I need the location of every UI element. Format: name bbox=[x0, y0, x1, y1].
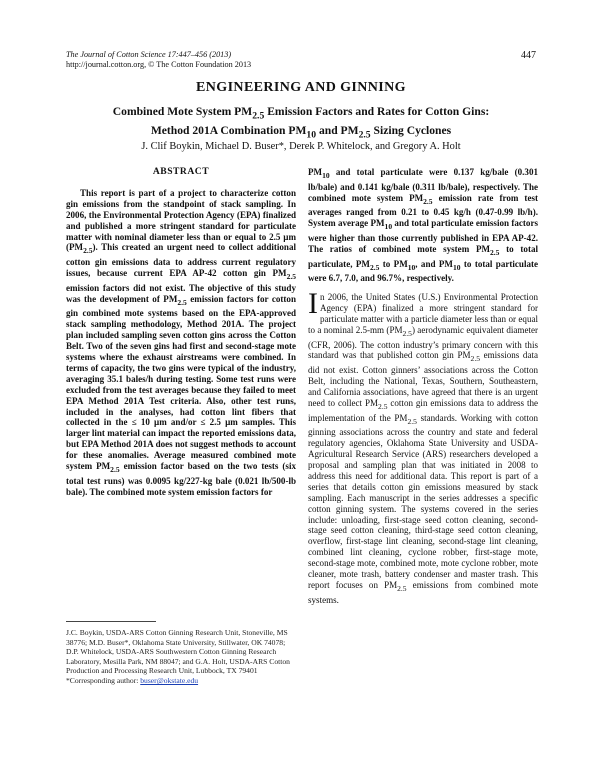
drop-cap: I bbox=[308, 287, 318, 321]
journal-url-line: http://journal.cotton.org, © The Cotton Foundation 2013 bbox=[66, 60, 252, 69]
corresponding-author: *Corresponding author: buser@okstate.edu bbox=[66, 675, 199, 685]
abstract-paragraph: This report is part of a project to characterize cotton gin emissions from the standpoint of stack sampling. In 2006, the Environmental Protection Agency (EPA) finalized and published a more stringent standard for particulate matter with nominal diameter less than or equal to 2.5 µm $(PM_{2.5})$. This created an urgent need to collect additional cotton gin emissions data to address current regulatory issues, because current EPA AP-42 cotton gin $PM_{2.5}$ emission factors did not exist. The objective of this study was the development of $PM_{2.5}$ emission factors for cotton gin combined mote systems based on the EPA-approved stack sampling methodology, Method 201A. The project plan included sampling seven cotton gins across the Cotton Belt. Two of the seven gins had first and second-stage mote systems where the exhaust airstreams were combined. In terms of capacity, the two gins were typical of the industry, averaging 35.1 bales/h during testing. Some test runs were excluded from the test averages because they failed to meet EPA Method 201A Test criteria. Also, other test runs, included in the analyses, had cotton lint fibers that collected in the ≤ 10 µm and/or ≤ 2.5 µm samples. This larger lint material can impact the reported emissions data, but EPA Method 201A does not suggest methods to account for these anomalies. Average measured combined mote system $PM_{2.5}$ emission factor based on the two tests (six total test runs) was 0.0095 kg/227-kg bale (0.021 lb/500-lb bale). The combined mote system emission factors for bbox=[66, 187, 296, 497]
right-column bbox=[308, 167, 538, 606]
author-list: J. Clif Boykin, Michael D. Buser*, Derek P. Whitelock, and Gregory A. Holt bbox=[141, 141, 461, 152]
footnote-divider bbox=[66, 621, 156, 622]
abstract-continuation: $PM_{10}$ and total particulate were 0.137 kg/bale (0.301 lb/bale) and 0.141 kg/bale (0.311 lb/bale), respectively. The combined mote system $PM_{2.5}$ emission rate from test averages ranged from 0.21 to 0.45 kg/h (0.47-0.99 lb/h). System average $PM_{10}$ and total particulate emission factors were higher than those currently published in EPA AP-42. The ratios of combined mote system $PM_{2.5}$ to total particulate, $PM_{2.5}$ to $PM_{10}$, and $PM_{10}$ to total particulate were 6.7, 7.0, and 96.7%, respectively. bbox=[308, 167, 539, 284]
section-heading: ENGINEERING AND GINNING bbox=[196, 80, 406, 95]
abstract-heading: ABSTRACT bbox=[152, 166, 210, 177]
author-affiliations: J.C. Boykin, USDA-ARS Cotton Ginning Research Unit, Stoneville, MS 38776; M.D. Buser*, Oklahoma State University, Stillwater, OK 74078; D.P. Whitelock, USDA-ARS Southwestern Cotton Ginning Research Laboratory, Mesilla Park, NM 88047; and G.A. Holt, USDA-ARS Cotton Production and Processing Research Unit, Lubbock, TX 79401 bbox=[66, 628, 290, 676]
running-head bbox=[66, 50, 536, 70]
title-line-1: Combined Mote System $PM_{2.5}$ Emission Factors and Rates for Cotton Gins: bbox=[112, 105, 490, 122]
introduction-paragraph: In 2006, the United States (U.S.) Environmental Protection Agency (EPA) finalized a more stringent standard for particulate matter with a particle diameter less than or equal to a nominal 2.5-mm $(PM_{2.5})$ aerodynamic equivalent diameter (CFR, 2006). The cotton industry’s primary concern with this standard was that published cotton gin $PM_{2.5}$ emissions data did not exist. Cotton ginners’ associations across the Cotton Belt, including the National, Texas, Southern, Southeastern, and California associations, have agreed that there is an urgent need to collect $PM_{2.5}$ cotton gin emissions data to address the implementation of the $PM_{2.5}$ standards. Working with cotton ginning associations across the country and state and federal regulatory agencies, Oklahoma State University and USDA-Agricultural Research Service (ARS) researchers developed a proposal and sampling plan that was initiated in 2008 to address this need for additional data. This report is part of a series that details cotton gin emissions measured by stack sampling. Each manuscript in the series addresses a specific cotton ginning system. The systems covered in the series include: unloading, first-stage seed cotton cleaning, second-stage seed cotton cleaning, third-stage seed cotton cleaning, overflow, first-stage lint cleaning, second-stage lint cleaning, combined lint cleaning, cyclone robber, first-stage mote, second-stage mote, combined mote, mote cyclone robber, mote cleaner, mote trash, battery condenser and master trash. This report focuses on $PM_{2.5}$ emissions from combined mote systems. bbox=[308, 287, 539, 605]
left-column bbox=[66, 167, 296, 498]
paper-title bbox=[66, 104, 536, 143]
author-footnote bbox=[66, 628, 290, 686]
author-email-link[interactable]: buser@okstate.edu bbox=[140, 675, 199, 685]
page-number: 447 bbox=[521, 50, 536, 61]
journal-citation: The Journal of Cotton Science 17:447–456 (2013) bbox=[66, 50, 232, 59]
title-line-2: Method 201A Combination $PM_{10}$ and $PM_{2.5}$ Sizing Cyclones bbox=[150, 124, 452, 141]
